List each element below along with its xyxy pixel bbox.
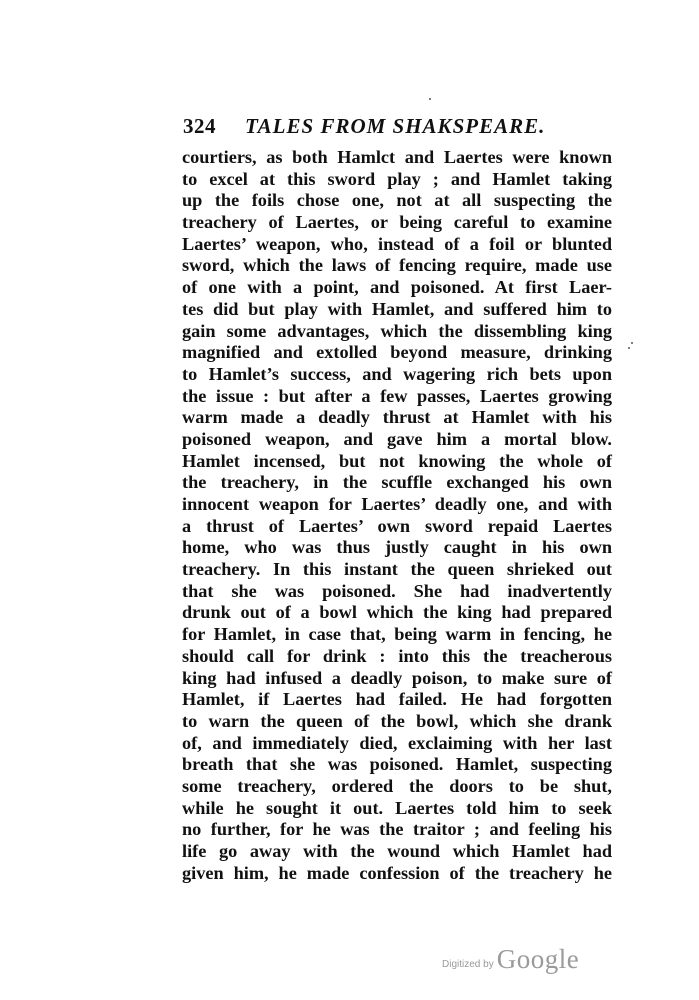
running-title: TALES FROM SHAKSPEARE.	[245, 114, 546, 138]
text-line: should call for drink : into this the treacherous	[182, 645, 612, 666]
text-line: home, who was thus justly caught in his own	[182, 537, 612, 558]
text-line: the issue : but after a few passes, Laertes growing	[182, 385, 612, 406]
text-line: Hamlet, if Laertes had failed. He had forgotten	[182, 689, 612, 710]
text-line: gain some advantages, which the dissembling king	[182, 320, 612, 341]
text-line: for Hamlet, in case that, being warm in fencing, he	[182, 624, 612, 645]
print-speck	[628, 347, 630, 349]
text-line: sword, which the laws of fencing require, made use	[182, 255, 612, 276]
text-line: to warn the queen of the bowl, which she drank	[182, 710, 612, 731]
text-line: breath that she was poisoned. Hamlet, suspecting	[182, 754, 612, 775]
text-line: some treachery, ordered the doors to be shut,	[182, 775, 612, 796]
text-line: given him, he made confession of the treachery he	[182, 862, 612, 883]
text-line: Laertes’ weapon, who, instead of a foil or blunted	[182, 233, 612, 254]
digitized-by-label: Digitized by	[442, 959, 494, 970]
text-line: treachery of Laertes, or being careful to examine	[182, 212, 612, 233]
google-logo: Google	[496, 944, 580, 974]
text-line: drunk out of a bowl which the king had prepared	[182, 602, 612, 623]
text-line: while he sought it out. Laertes told him to seek	[182, 797, 612, 818]
text-line: courtiers, as both Hamlct and Laertes were known	[182, 147, 612, 167]
google-watermark	[442, 944, 579, 975]
text-line: of, and immediately died, exclaiming with her last	[182, 732, 612, 753]
text-line: up the foils chose one, not at all suspecting the	[182, 190, 612, 211]
text-line: to Hamlet’s success, and wagering rich bets upon	[182, 363, 612, 384]
text-line: Hamlet incensed, but not knowing the whole of	[182, 450, 612, 471]
text-line: warm made a deadly thrust at Hamlet with his	[182, 407, 612, 428]
text-line: treachery. In this instant the queen shrieked out	[182, 559, 612, 580]
text-line: that she was poisoned. She had inadvertently	[182, 580, 612, 601]
page-header	[183, 114, 603, 144]
page-number: 324	[183, 114, 216, 138]
body-text	[182, 147, 612, 884]
text-line: life go away with the wound which Hamlet had	[182, 841, 612, 861]
text-line: the treachery, in the scuffle exchanged his own	[182, 472, 612, 493]
text-line: a thrust of Laertes’ own sword repaid Laertes	[182, 515, 612, 536]
text-line: king had infused a deadly poison, to make sure of	[182, 667, 612, 688]
text-line: no further, for he was the traitor ; and feeling his	[182, 819, 612, 840]
print-speck	[429, 98, 431, 100]
text-line: innocent weapon for Laertes’ deadly one, and with	[182, 494, 612, 514]
text-line: poisoned weapon, and gave him a mortal blow.	[182, 428, 612, 449]
text-line: of one with a point, and poisoned. At first Laer-	[182, 277, 612, 298]
text-line: to excel at this sword play ; and Hamlet taking	[182, 168, 612, 189]
print-speck	[631, 342, 633, 344]
text-line: tes did but play with Hamlet, and suffered him to	[182, 298, 612, 319]
text-line: magnified and extolled beyond measure, drinking	[182, 342, 612, 363]
